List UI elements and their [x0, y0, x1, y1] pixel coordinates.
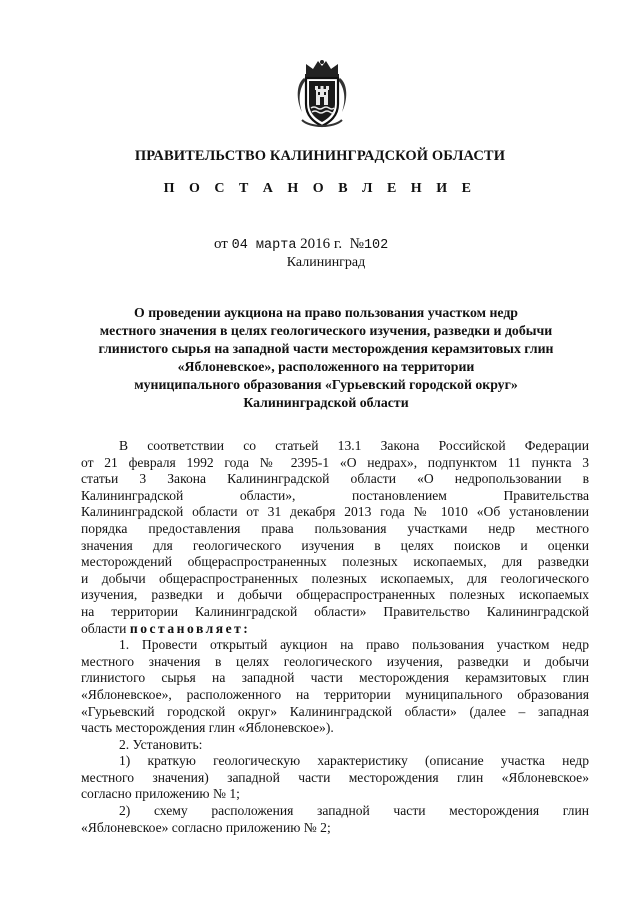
decree-heading — [76, 304, 576, 412]
body-line: согласно приложению № 1; — [81, 786, 240, 802]
body-line: изучения, разведки и добычи общераспространенных полезных ископаемых — [81, 587, 589, 603]
body-line: местного значения) западной части месторождения глин «Яблоневское» — [81, 769, 589, 785]
body-line: месторождений общераспространенных полезных ископаемых, для разведки — [81, 554, 589, 570]
body-line: Калининградской области», постановлением Правительства — [81, 487, 589, 503]
decree-word: постановляет: — [129, 620, 251, 636]
clause-1 — [81, 637, 589, 737]
body-line: глинистого сырья на западной части месторождения керамзитовых глин — [81, 670, 589, 686]
body-line: 1. Провести открытый аукцион на право пользования участком недр — [119, 637, 589, 653]
body-line: В соответствии со статьей 13.1 Закона Российской Федерации — [119, 438, 589, 453]
body-line: 1) краткую геологическую характеристику (описание участка недр — [119, 753, 589, 769]
clause-2 — [81, 737, 589, 837]
heading-line: глинистого сырья на западной части месторождения керамзитовых глин — [98, 341, 554, 356]
body-line — [81, 621, 589, 638]
date-typed: 04 марта — [231, 238, 297, 253]
body-line: местного значения в целях геологического изучения, разведки и добычи — [81, 653, 589, 669]
year: 2016 г. — [300, 236, 343, 252]
body-line: «Яблоневское», расположенного на территории муниципального образования — [81, 686, 589, 702]
document-number: 102 — [363, 238, 389, 253]
body-line: значения для геологического изучения в целях поисков и оценки — [81, 537, 589, 553]
preamble-end: области — [81, 620, 127, 636]
clause-2-title: 2. Установить: — [119, 736, 203, 752]
date-number-line — [214, 236, 388, 253]
heading-line: местного значения в целях геологического изучения, разведки и добычи — [99, 323, 553, 338]
body-line: «Яблоневское» согласно приложению № 2; — [81, 819, 331, 835]
city: Калининград — [286, 255, 366, 270]
kaliningrad-coat-of-arms-icon — [294, 58, 350, 130]
body-line: Калининградской области от 31 декабря 2013 года № 1010 «Об установлении — [81, 504, 589, 520]
body-line: от 21 февраля 1992 года № 2395-1 «О недрах», подпунктом 11 пункта 3 — [81, 454, 589, 470]
heading-line: «Яблоневское», расположенного на территории — [177, 359, 475, 374]
body-line: на территории Калининградской области» Правительство Калининградской — [81, 603, 589, 619]
body-line: часть месторождения глин «Яблоневское»). — [81, 720, 334, 736]
decree-body — [81, 438, 589, 836]
heading-line: муниципального образования «Гурьевский городской округ» — [134, 377, 518, 392]
number-sign: № — [349, 236, 364, 252]
body-line: «Гурьевский городской округ» Калининградской области» (далее – западная — [81, 703, 589, 719]
heading-line: Калининградской области — [243, 395, 409, 410]
body-line: и добычи общераспространенных полезных ископаемых, для геологического — [81, 570, 589, 586]
document-type: П О С Т А Н О В Л Е Н И Е — [163, 181, 477, 196]
body-line: 2) схему расположения западной части месторождения глин — [119, 803, 589, 819]
preamble-paragraph — [81, 438, 589, 637]
government-title: ПРАВИТЕЛЬСТВО КАЛИНИНГРАДСКОЙ ОБЛАСТИ — [134, 148, 506, 164]
heading-line: О проведении аукциона на право пользования участком недр — [134, 305, 518, 320]
body-line: порядка предоставления права пользования участками недр местного — [81, 520, 589, 536]
date-prefix: от — [214, 236, 228, 252]
body-line: статьи 3 Закона Калининградской области «О недропользовании в — [81, 471, 589, 487]
